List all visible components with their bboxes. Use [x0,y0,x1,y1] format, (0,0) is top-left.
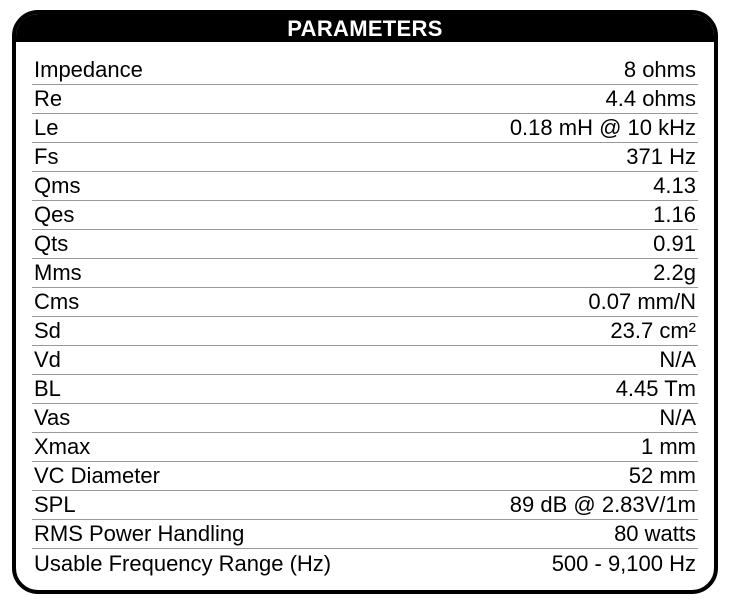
table-row [32,143,698,172]
parameter-value: N/A [659,405,696,430]
parameter-label: Sd [34,318,61,343]
parameter-value: 1 mm [641,434,696,459]
parameter-label: Fs [34,144,59,169]
parameter-value: 80 watts [614,521,696,546]
table-row [32,462,698,491]
parameter-value: 1.16 [653,202,696,227]
parameter-value: 2.2g [653,260,696,285]
parameter-value: 4.4 ohms [605,86,696,111]
parameter-value: 52 mm [628,463,696,488]
parameters-table [12,10,718,594]
parameter-value: N/A [659,347,696,372]
parameter-value: 23.7 cm² [610,318,696,343]
parameter-value: 0.91 [653,231,696,256]
table-row [32,85,698,114]
parameter-label: Qts [34,231,69,256]
parameter-rows [32,56,698,578]
table-row [32,404,698,433]
table-row [32,433,698,462]
table-header: PARAMETERS [16,14,714,42]
parameter-label: Mms [34,260,82,285]
table-row [32,230,698,259]
table-row [32,259,698,288]
parameter-label: Impedance [34,57,143,82]
parameter-value: 4.45 Tm [615,376,696,401]
table-row [32,56,698,85]
parameter-label: Re [34,86,63,111]
table-row [32,549,698,578]
parameter-label: Xmax [34,434,91,459]
parameter-label: Usable Frequency Range (Hz) [34,551,332,576]
parameter-label: SPL [34,492,76,517]
parameter-label: Qms [34,173,81,198]
parameter-label: Le [34,115,59,140]
parameter-value: 89 dB @ 2.83V/1m [509,492,696,517]
parameter-label: Vd [34,347,61,372]
table-row [32,288,698,317]
parameter-value: 371 Hz [626,144,696,169]
parameter-label: VC Diameter [34,463,160,488]
parameter-label: Vas [34,405,71,430]
parameter-label: Cms [34,289,80,314]
parameter-label: RMS Power Handling [34,521,245,546]
table-row [32,201,698,230]
table-row [32,346,698,375]
parameter-label: BL [34,376,61,401]
parameter-value: 0.18 mH @ 10 kHz [509,115,696,140]
parameter-value: 0.07 mm/N [588,289,696,314]
table-row [32,375,698,404]
parameter-value: 500 - 9,100 Hz [551,551,696,576]
table-row [32,317,698,346]
table-row [32,172,698,201]
parameter-label: Qes [34,202,75,227]
parameter-value: 8 ohms [623,57,696,82]
table-row [32,114,698,143]
parameter-value: 4.13 [653,173,696,198]
table-row [32,520,698,549]
table-row [32,491,698,520]
